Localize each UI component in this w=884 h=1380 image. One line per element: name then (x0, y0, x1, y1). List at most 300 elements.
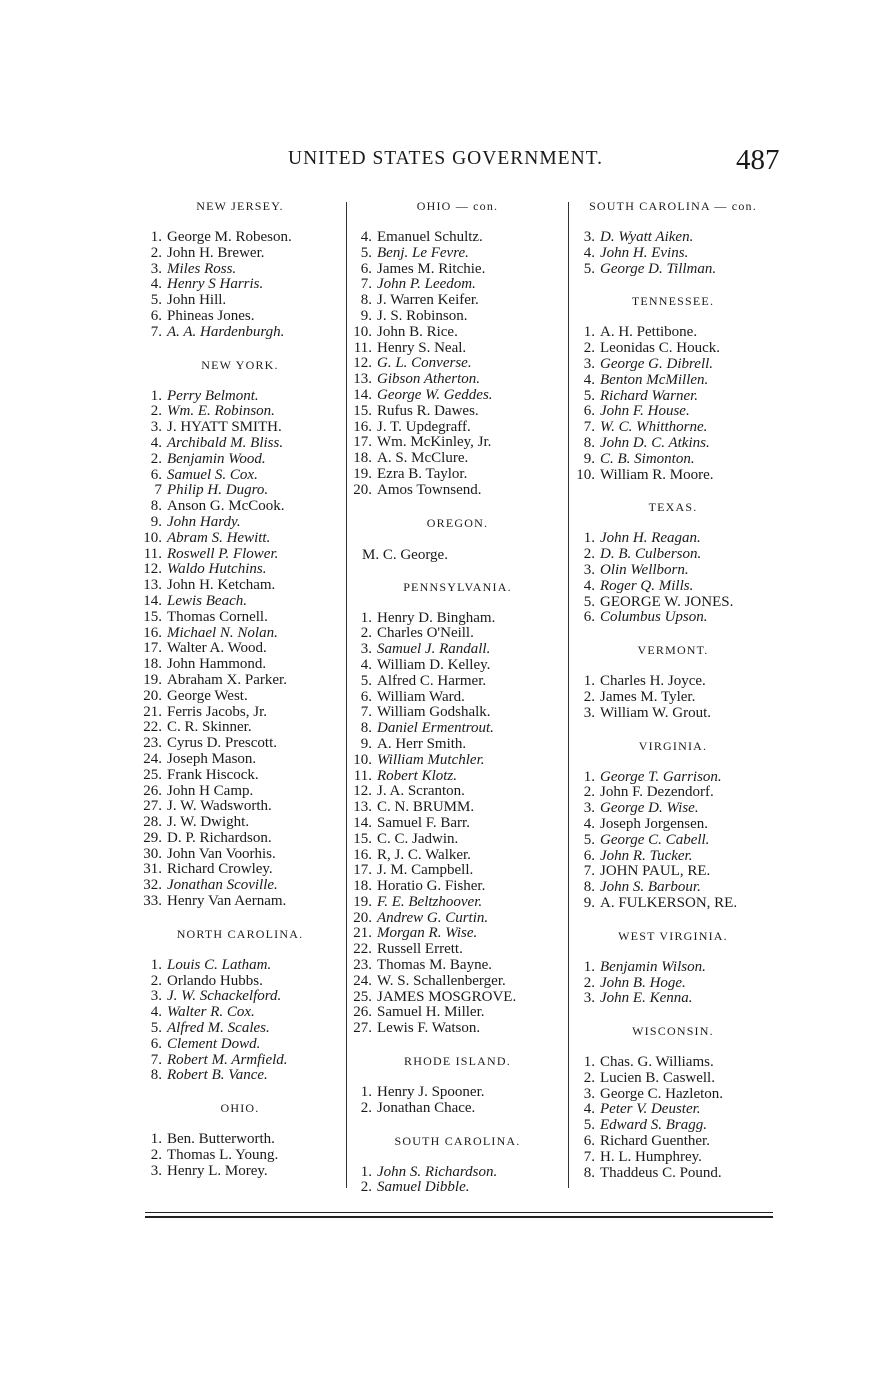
representative-entry (140, 1021, 340, 1037)
district-number: 6. (360, 688, 372, 705)
district-number: 5. (583, 260, 595, 277)
representative-name: Samuel Dibble. (377, 1179, 470, 1196)
representative-name: J. HYATT SMITH. (167, 419, 282, 436)
representative-entry (350, 1180, 565, 1196)
district-number: 2. (150, 972, 162, 989)
district-number: 23. (143, 735, 162, 752)
representative-entry (140, 389, 340, 405)
representative-entry (573, 770, 773, 786)
district-number: 7. (150, 323, 162, 340)
representative-entry (573, 976, 773, 992)
representative-name: A. FULKERSON, RE. (600, 894, 738, 911)
representative-name: Andrew G. Curtin. (377, 909, 489, 926)
district-number: 1. (360, 609, 372, 626)
representative-name: Robert Klotz. (377, 767, 458, 784)
district-number: 33. (143, 893, 162, 910)
district-number: 24. (143, 750, 162, 767)
representative-entry (350, 816, 565, 832)
state-heading: SOUTH CAROLINA — con. (589, 199, 757, 213)
heading-gap (350, 595, 565, 611)
representative-name: Ben. Butterworth. (167, 1131, 275, 1148)
district-number: 11. (353, 339, 372, 356)
representative-entry (350, 277, 565, 293)
district-number: 12. (143, 561, 162, 578)
district-number: 2. (583, 1069, 595, 1086)
representative-name: Henry S Harris. (167, 276, 264, 293)
representative-entry (573, 690, 773, 706)
representative-entry (573, 864, 773, 880)
district-number: 17. (353, 862, 372, 879)
representative-entry (350, 895, 565, 911)
representative-entry (140, 878, 340, 894)
heading-gap (573, 944, 773, 960)
representative-entry (350, 1085, 565, 1101)
state-section (140, 198, 340, 341)
representative-entry (140, 547, 340, 563)
district-number: 15. (353, 402, 372, 419)
district-number: 28. (143, 814, 162, 831)
district-number: 27. (143, 798, 162, 815)
representative-name: Alfred C. Harmer. (377, 672, 487, 689)
district-number: 8. (150, 498, 162, 515)
district-number: 9. (360, 735, 372, 752)
district-number: 10. (576, 466, 595, 483)
representative-name: William D. Kelley. (377, 656, 491, 673)
district-number: 24. (353, 972, 372, 989)
district-number: 2. (360, 1179, 372, 1196)
representative-entry (350, 1165, 565, 1181)
representative-entry (573, 960, 773, 976)
district-number: 19. (353, 893, 372, 910)
representative-name: Samuel H. Miller. (377, 1004, 485, 1021)
representative-entry (350, 626, 565, 642)
representative-name: John F. House. (600, 403, 690, 420)
district-number: 1. (150, 387, 162, 404)
section-gap (350, 563, 565, 579)
representative-entry (350, 658, 565, 674)
district-number: 5. (583, 593, 595, 610)
representative-name: John Hardy. (167, 513, 241, 530)
district-number: 26. (353, 1004, 372, 1021)
state-heading: NEW YORK. (201, 357, 279, 372)
representative-name: GEORGE W. JONES. (600, 593, 734, 610)
section-gap (573, 912, 773, 928)
section-gap (140, 1084, 340, 1100)
representative-name: G. L. Converse. (377, 355, 472, 372)
district-number: 5. (583, 1117, 595, 1134)
representative-name: George M. Robeson. (167, 229, 292, 245)
state-heading: WEST VIRGINIA. (618, 928, 728, 943)
representative-entry (573, 531, 773, 547)
district-number: 3. (360, 641, 372, 658)
representative-name: William Ward. (377, 688, 465, 705)
representative-name: Philip H. Dugro. (167, 482, 269, 499)
representative-entry (573, 579, 773, 595)
district-number: 14. (353, 386, 372, 403)
representative-entry (573, 563, 773, 579)
state-heading: OHIO — con. (416, 199, 499, 213)
representative-entry (573, 880, 773, 896)
representative-name: Walter A. Wood. (167, 640, 267, 657)
representative-name: George C. Cabell. (600, 831, 710, 848)
district-number: 2. (150, 403, 162, 420)
representative-name: Miles Ross. (167, 260, 237, 277)
representative-entry (140, 1148, 340, 1164)
district-number: 7. (150, 1051, 162, 1068)
representative-entry (573, 706, 773, 722)
representative-name: Thomas L. Young. (167, 1147, 279, 1164)
representative-name: Anson G. McCook. (167, 498, 285, 515)
representative-name: John R. Tucker. (600, 847, 693, 864)
district-number: 22. (143, 719, 162, 736)
district-number: 12. (353, 355, 372, 372)
representative-entry (573, 1150, 773, 1166)
state-section (573, 483, 773, 626)
state-heading: TENNESSEE. (631, 294, 715, 309)
footer-rule (145, 1216, 773, 1218)
representative-entry (140, 277, 340, 293)
district-number: 1. (583, 768, 595, 785)
district-number: 4. (583, 577, 595, 594)
section-gap (140, 341, 340, 357)
district-number: 5. (150, 1020, 162, 1037)
representative-name: John E. Kenna. (600, 990, 693, 1007)
district-number: 2. (583, 546, 595, 563)
representative-name: C. R. Skinner. (167, 719, 252, 736)
state-section (573, 626, 773, 721)
district-number: 4. (360, 229, 372, 245)
state-heading: VIRGINIA. (638, 738, 708, 753)
representative-entry (140, 989, 340, 1005)
state-section (573, 277, 773, 483)
district-number: 20. (143, 687, 162, 704)
representative-name: Richard Guenther. (600, 1133, 710, 1150)
representative-name: R, J. C. Walker. (377, 846, 471, 863)
representative-name: Columbus Upson. (600, 609, 708, 626)
district-number: 9. (583, 450, 595, 467)
state-heading: SOUTH CAROLINA. (394, 1133, 521, 1148)
representative-entry (140, 799, 340, 815)
district-number: 30. (143, 845, 162, 862)
representative-entry (350, 832, 565, 848)
district-number: 6. (583, 847, 595, 864)
district-number: 17. (143, 640, 162, 657)
representative-entry (140, 1053, 340, 1069)
district-number: 3. (583, 704, 595, 721)
district-number: 5. (360, 244, 372, 261)
representative-name: John Hammond. (167, 656, 267, 673)
heading-gap (573, 1039, 773, 1055)
district-number: 18. (353, 450, 372, 467)
column-right (573, 198, 773, 1181)
representative-name: Ezra B. Taylor. (377, 465, 468, 482)
representative-entry (573, 452, 773, 468)
representative-name: Benton McMillen. (600, 371, 709, 388)
district-number: 5. (583, 387, 595, 404)
representative-name: M. C. George. (362, 546, 448, 563)
representative-entry (573, 389, 773, 405)
district-number: 20. (353, 481, 372, 498)
representative-entry (140, 1005, 340, 1021)
district-number: 3. (583, 229, 595, 245)
district-number: 4. (583, 1101, 595, 1118)
district-number: 8. (360, 292, 372, 309)
district-number: 6. (150, 466, 162, 483)
representative-name: Henry J. Spooner. (377, 1084, 485, 1101)
representative-entry (350, 784, 565, 800)
representative-name: Archibald M. Bliss. (167, 434, 284, 451)
state-heading: PENNSYLVANIA. (403, 579, 512, 594)
representative-name: Joseph Mason. (167, 750, 257, 767)
representative-entry (140, 784, 340, 800)
column-left (140, 198, 340, 1180)
district-number: 5. (150, 292, 162, 309)
representative-name: Wm. McKinley, Jr. (377, 434, 492, 451)
representative-name: Joseph Jorgensen. (600, 815, 709, 832)
district-number: 9. (583, 894, 595, 911)
heading-gap (140, 1116, 340, 1132)
representative-name: A. Herr Smith. (377, 735, 467, 752)
representative-name: Charles O'Neill. (377, 625, 474, 642)
representative-name: John F. Dezendorf. (600, 784, 714, 801)
representative-entry (573, 373, 773, 389)
representative-name: Michael N. Nolan. (167, 624, 278, 641)
representative-name: George G. Dibrell. (600, 355, 714, 372)
representative-entry (573, 230, 773, 246)
district-number: 4. (583, 371, 595, 388)
district-number: 3. (583, 355, 595, 372)
district-number: 2. (150, 1147, 162, 1164)
representative-entry (140, 862, 340, 878)
state-heading: TEXAS. (648, 500, 698, 515)
state-section (350, 198, 565, 499)
representative-name: William R. Moore. (600, 466, 714, 483)
state-heading: NORTH CAROLINA. (176, 926, 304, 941)
representative-name: Charles H. Joyce. (600, 673, 706, 690)
representative-name: J. W. Wadsworth. (167, 798, 272, 815)
district-number: 1. (583, 530, 595, 547)
representative-name: John H. Ketcham. (167, 577, 276, 594)
representative-entry (140, 720, 340, 736)
state-section (140, 910, 340, 1084)
representative-entry (140, 610, 340, 626)
district-number: 4. (360, 656, 372, 673)
representative-name: Robert B. Vance. (167, 1067, 268, 1084)
district-number: 1. (150, 1131, 162, 1148)
representative-entry (350, 1021, 565, 1037)
representative-entry (140, 562, 340, 578)
district-number: 11. (143, 545, 162, 562)
district-number: 21. (353, 925, 372, 942)
district-number: 7. (360, 276, 372, 293)
representative-entry (140, 705, 340, 721)
district-number: 4. (583, 815, 595, 832)
heading-gap (350, 214, 565, 230)
district-number: 2. (360, 625, 372, 642)
representative-name: John S. Barbour. (600, 879, 701, 896)
heading-gap (573, 754, 773, 770)
representative-entry (140, 262, 340, 278)
representative-name: Lewis F. Watson. (377, 1020, 481, 1037)
representative-entry (140, 404, 340, 420)
representative-entry (573, 991, 773, 1007)
representative-name: John P. Leedom. (377, 276, 476, 293)
representative-entry (350, 737, 565, 753)
representative-entry (350, 420, 565, 436)
section-gap (573, 722, 773, 738)
representative-entry (573, 1071, 773, 1087)
representative-entry (573, 1102, 773, 1118)
district-number: 4. (150, 276, 162, 293)
representative-name: Abram S. Hewitt. (167, 529, 271, 546)
state-section (140, 341, 340, 910)
representative-entry (350, 293, 565, 309)
representative-entry (140, 1164, 340, 1180)
representative-entry (350, 974, 565, 990)
state-heading: WISCONSIN. (632, 1024, 714, 1039)
representative-entry (140, 641, 340, 657)
district-number: 7. (583, 419, 595, 436)
district-number: 6. (150, 1035, 162, 1052)
district-number: 7. (583, 863, 595, 880)
representative-entry (350, 1101, 565, 1117)
district-number: 6. (583, 403, 595, 420)
representative-entry (573, 595, 773, 611)
representative-name: John H. Brewer. (167, 244, 265, 261)
representative-name: Lucien B. Caswell. (600, 1069, 715, 1086)
representative-entry (140, 847, 340, 863)
representative-name: D. Wyatt Aiken. (600, 229, 694, 245)
heading-gap (573, 214, 773, 230)
representative-name: James M. Ritchie. (377, 260, 486, 277)
representative-entry (140, 578, 340, 594)
representative-name: James M. Tyler. (600, 688, 696, 705)
representative-entry (573, 610, 773, 626)
representative-name: Henry L. Morey. (167, 1162, 268, 1179)
representative-entry (350, 404, 565, 420)
representative-entry (350, 356, 565, 372)
representative-name: Alfred M. Scales. (167, 1020, 270, 1037)
section-gap (573, 483, 773, 499)
representative-name: George West. (167, 687, 248, 704)
representative-name: D. P. Richardson. (167, 829, 272, 846)
section-gap (350, 499, 565, 515)
representative-name: Emanuel Schultz. (377, 229, 483, 245)
district-number: 14. (353, 814, 372, 831)
representative-entry (350, 309, 565, 325)
district-number: 5. (583, 831, 595, 848)
district-number: 29. (143, 829, 162, 846)
representative-name: Amos Townsend. (377, 481, 482, 498)
representative-name: Robert M. Armfield. (167, 1051, 288, 1068)
heading-gap (140, 373, 340, 389)
representative-name: Samuel S. Cox. (167, 466, 258, 483)
representative-entry (350, 863, 565, 879)
representative-name: Benj. Le Fevre. (377, 244, 469, 261)
section-gap (573, 626, 773, 642)
state-section (350, 499, 565, 563)
district-number: 15. (353, 830, 372, 847)
column-divider (346, 202, 347, 1188)
representative-name: Jonathan Chace. (377, 1099, 476, 1116)
representative-entry (140, 831, 340, 847)
representative-entry (140, 246, 340, 262)
district-number: 16. (353, 846, 372, 863)
heading-gap (350, 1149, 565, 1165)
heading-gap (140, 942, 340, 958)
representative-entry (350, 611, 565, 627)
state-section (140, 1084, 340, 1179)
representative-name: Orlando Hubbs. (167, 972, 263, 989)
state-section (573, 912, 773, 1007)
running-header (0, 144, 884, 184)
representative-entry (140, 499, 340, 515)
representative-entry (140, 594, 340, 610)
district-number: 7. (583, 1148, 595, 1165)
state-section (573, 722, 773, 912)
district-number: 25. (353, 988, 372, 1005)
representative-name: John Hill. (167, 292, 227, 309)
representative-name: A. H. Pettibone. (600, 324, 698, 341)
representative-name: William Godshalk. (377, 704, 491, 721)
representative-name: JAMES MOSGROVE. (377, 988, 517, 1005)
representative-name: Thaddeus C. Pound. (600, 1164, 722, 1181)
representative-entry (350, 483, 565, 499)
representative-entry (350, 879, 565, 895)
heading-gap (350, 1069, 565, 1085)
state-section (350, 1117, 565, 1197)
district-number: 16. (353, 418, 372, 435)
representative-entry (350, 911, 565, 927)
representative-entry (573, 1118, 773, 1134)
representative-entry (350, 705, 565, 721)
representative-name: William W. Grout. (600, 704, 712, 721)
representative-name: Frank Hiscock. (167, 766, 259, 783)
representative-name: Chas. G. Williams. (600, 1054, 714, 1071)
representative-name: C. N. BRUMM. (377, 799, 475, 816)
representative-entry (140, 894, 340, 910)
district-number: 9. (150, 513, 162, 530)
representative-entry (573, 785, 773, 801)
representative-name: William Mutchler. (377, 751, 485, 768)
representative-entry (573, 547, 773, 563)
heading-gap (140, 214, 340, 230)
representative-entry (140, 436, 340, 452)
representative-name: Henry D. Bingham. (377, 609, 496, 626)
representative-name: J. W. Dwight. (167, 814, 250, 831)
representative-name: Ferris Jacobs, Jr. (167, 703, 267, 720)
district-number: 10. (143, 529, 162, 546)
representative-entry (573, 1166, 773, 1182)
representative-entry (573, 325, 773, 341)
district-number: 3. (150, 1162, 162, 1179)
representative-entry (573, 849, 773, 865)
representative-entry (573, 817, 773, 833)
representative-name: John H. Evins. (600, 244, 689, 261)
state-heading: OHIO. (220, 1101, 260, 1116)
district-number: 1. (583, 958, 595, 975)
representative-entry (140, 1132, 340, 1148)
representative-name: J. M. Campbell. (377, 862, 474, 879)
representative-name: Benjamin Wood. (167, 450, 266, 467)
district-number: 1. (583, 673, 595, 690)
representative-name: J. S. Robinson. (377, 307, 468, 324)
district-number: 7. (360, 704, 372, 721)
representative-entry (573, 896, 773, 912)
representative-entry (350, 372, 565, 388)
representative-entry (350, 341, 565, 357)
representative-name: C. C. Jadwin. (377, 830, 459, 847)
